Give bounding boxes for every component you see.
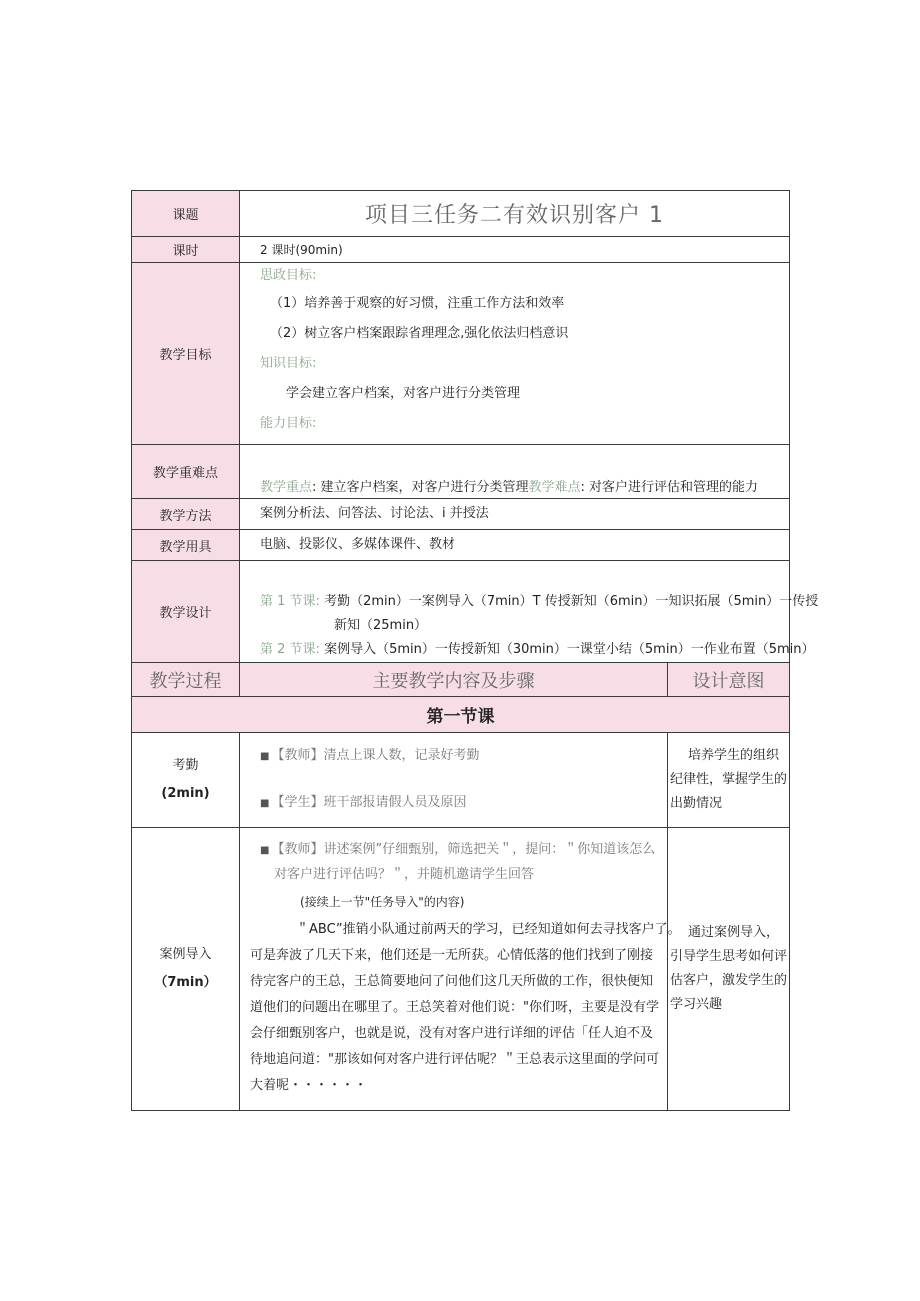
lesson2-label: 第 2 节课: [260,642,320,657]
process-header-row [132,663,790,697]
case-intro-label: 案例导入 [159,947,212,962]
tools-value: 电脑、投影仪、多媒体课件、教材 [240,530,790,561]
lesson2-text: 案例导入（5min）一传授新知（30min）一课堂小结（5min）一作业布置（5min） [324,642,815,657]
case-teacher-line2: 对客户进行评估吗？＂，并随机邀请学生回答 [274,867,535,882]
lesson1-text: 考勤（2min）一案例导入（7min）T 传授新知（6min）一知识拓展（5min）一传授 [324,594,819,609]
objectives-row [132,263,790,445]
design-content [240,561,819,663]
case-intro-row [132,828,790,1111]
case-intro-content [240,828,681,1111]
section-row [132,697,790,733]
lesson-plan-table [131,190,819,1111]
case-story-line: 可是奔波了几天下来，他们还是一无所获。心情低落的他们找到了刚接 [250,948,654,963]
process-header-col2: 主要教学内容及步骤 [240,663,668,697]
case-intro-label-cell [132,828,240,1111]
case-intro-duration: （7min） [154,975,217,990]
attendance-row [132,733,790,828]
design-row [132,561,790,663]
difficulty-label: 教学难点 [528,480,581,495]
case-story-line: 大着呢・・・・・・ [250,1078,368,1093]
process-header-col3: 设计意图 [668,663,790,697]
process-header-col1: 教学过程 [132,663,240,697]
key-point-text: : 建立客户档案，对客户进行分类管理 [312,480,529,495]
case-teacher-line1: ■ 【教师】讲述案例”仔细甄别，筛选把关＂，提问：＂你知道该怎么 [260,842,656,857]
attendance-content [240,733,668,828]
bullet-icon: ■ [260,845,270,856]
bullet-icon: ■ [260,798,270,809]
attendance-teacher: ■ 【教师】清点上课人数，记录好考勤 [260,748,480,763]
attendance-label: 考勤 [172,758,199,773]
topic-title: 项目三任务二有效识别客户 1 [240,191,790,237]
methods-label: 教学方法 [132,499,240,530]
lesson1-label: 第 1 节课: [260,594,320,609]
topic-row [132,191,790,237]
keypoints-row [132,445,790,499]
knowledge-heading: 知识目标: [260,356,317,371]
key-point-label: 教学重点 [260,480,313,495]
knowledge-item: 学会建立客户档案，对客户进行分类管理 [286,386,521,401]
ability-heading: 能力目标: [260,416,317,431]
attendance-intent: 培养学生的组织纪律性，掌握学生的出勤情况 [668,733,790,828]
bullet-icon: ■ [260,751,270,762]
methods-value: 案例分析法、问答法、讨论法、i 并授法 [240,499,790,530]
hours-label: 课时 [132,237,240,263]
tools-label: 教学用具 [132,530,240,561]
hours-value: 2 课时(90min) [240,237,790,263]
topic-label: 课题 [132,191,240,237]
difficulty-text: : 对客户进行评估和管理的能力 [580,480,759,495]
hours-row [132,237,790,263]
design-label: 教学设计 [132,561,240,663]
ideology-item-1: （1）培养善于观察的好习惯，注重工作方法和效率 [270,296,565,311]
case-story-line: 会仔细甄别客户，也就是说，没有对客户进行详细的评估「任人迫不及 [250,1026,654,1041]
ideology-heading: 思政目标: [260,268,317,283]
case-story-line: ＂ABC”推销小队通过前两天的学习，已经知道如何去寻找客户了。 [296,922,681,937]
attendance-label-cell [132,733,240,828]
tools-row [132,530,790,561]
objectives-label: 教学目标 [132,263,240,445]
section-title: 第一节课 [132,697,790,733]
keypoints-content [240,445,790,499]
methods-row [132,499,790,530]
attendance-duration: (2min) [161,786,210,801]
ideology-item-2: （2）树立客户档案跟踪省理理念,强化依法归档意识 [270,326,569,341]
case-story-line: 待地追问道："那该如何对客户进行评估呢？＂王总表示这里面的学问可 [250,1052,659,1067]
objectives-content [240,263,790,445]
case-story-line: 待完客户的王总，王总简要地问了问他们这几天所做的工作，很快便知 [250,974,654,989]
keypoints-label: 教学重难点 [132,445,240,499]
case-story-line: 道他们的问题出在哪里了。王总笑着对他们说："你们呀，主要是没有学 [250,1000,659,1015]
case-continue-note: (接续上一节"任务导入"的内容) [300,895,465,909]
lesson1-cont: 新知（25min） [334,618,428,633]
attendance-student: ■ 【学生】班干部报请假人员及原因 [260,795,467,810]
case-intro-intent: 通过案例导入，引导学生思考如何评估客户，激发学生的学习兴趣 [668,828,790,1111]
